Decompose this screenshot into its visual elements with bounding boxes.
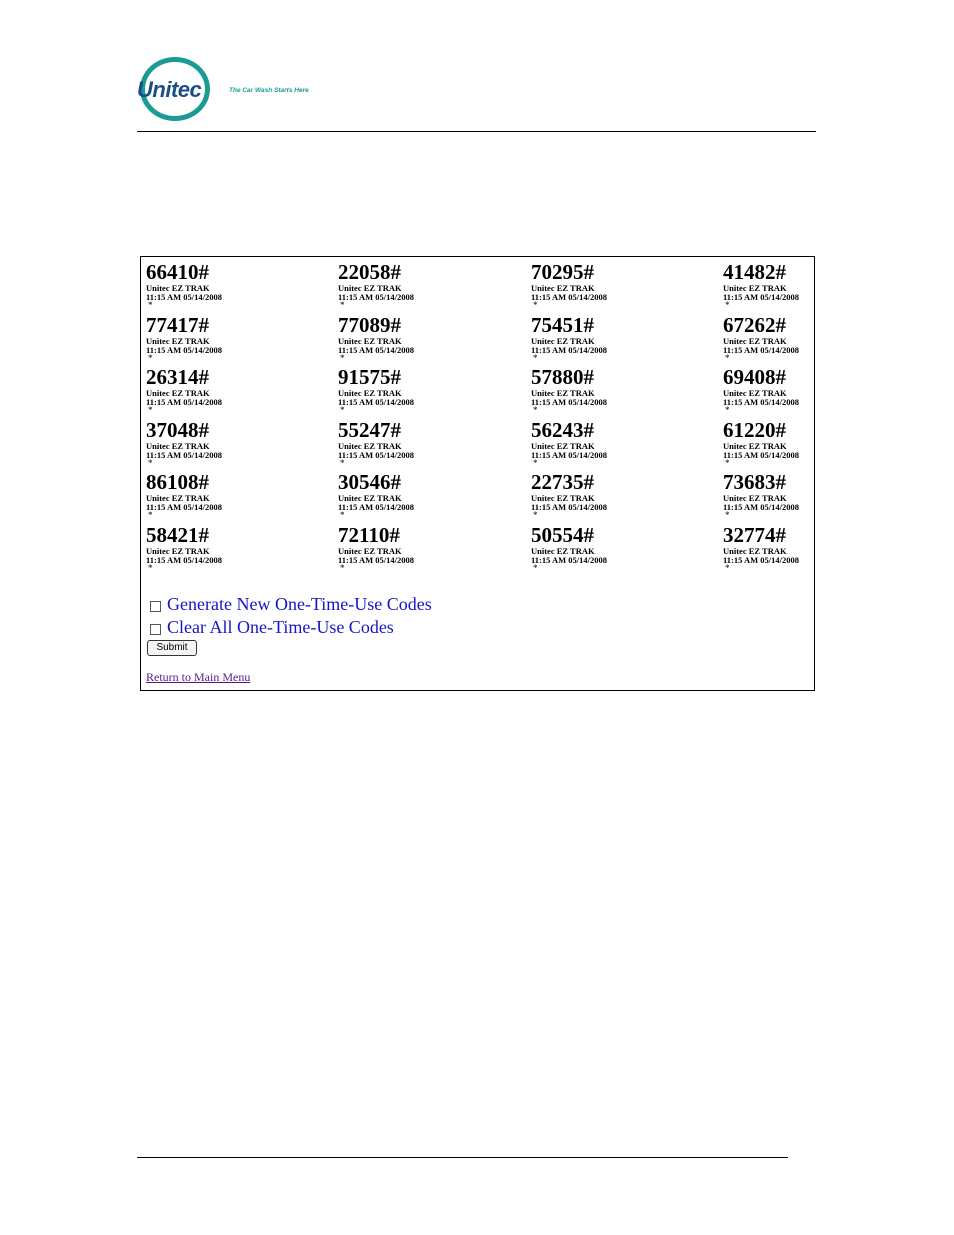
- code-cell: [531, 260, 723, 313]
- code-cell: [338, 365, 531, 418]
- code-cell: [723, 418, 816, 471]
- code-cell: [531, 418, 723, 471]
- code-cell: [146, 365, 338, 418]
- code-mark: *: [533, 457, 538, 468]
- code-value: 70295#: [531, 260, 594, 284]
- code-mark: *: [148, 562, 153, 573]
- code-mark: *: [340, 300, 345, 310]
- code-brand: Unitec EZ TRAK: [338, 388, 402, 398]
- code-value: 22735#: [531, 470, 594, 494]
- code-brand: Unitec EZ TRAK: [531, 440, 595, 451]
- code-timestamp: 11:15 AM 05/14/2008: [531, 397, 608, 407]
- code-mark: *: [533, 352, 538, 363]
- code-cell: [146, 260, 338, 313]
- code-mark: *: [340, 405, 345, 415]
- generate-codes-label[interactable]: Generate New One-Time-Use Codes: [167, 594, 432, 614]
- code-value: 50554#: [531, 522, 594, 547]
- code-timestamp: 11:15 AM 05/14/2008: [338, 502, 415, 512]
- code-timestamp: 11:15 AM 05/14/2008: [723, 449, 800, 460]
- code-cell: [338, 470, 531, 523]
- code-brand: Unitec EZ TRAK: [146, 545, 210, 556]
- code-brand: Unitec EZ TRAK: [723, 493, 787, 503]
- code-value: 86108#: [146, 470, 209, 494]
- code-brand: Unitec EZ TRAK: [531, 388, 595, 398]
- code-mark: *: [533, 562, 538, 573]
- code-timestamp: 11:15 AM 05/14/2008: [723, 502, 800, 512]
- code-cell: [531, 523, 723, 576]
- code-value: 32774#: [723, 522, 786, 547]
- code-timestamp: 11:15 AM 05/14/2008: [531, 449, 608, 460]
- submit-button[interactable]: Submit: [147, 640, 197, 656]
- generate-codes-option[interactable]: [150, 594, 432, 615]
- code-cell: [338, 313, 531, 366]
- code-timestamp: 11:15 AM 05/14/2008: [723, 554, 800, 565]
- code-brand: Unitec EZ TRAK: [723, 440, 787, 451]
- code-mark: *: [148, 300, 153, 310]
- code-value: 55247#: [338, 417, 401, 442]
- code-cell: [146, 523, 338, 576]
- code-brand: Unitec EZ TRAK: [723, 335, 787, 346]
- code-brand: Unitec EZ TRAK: [338, 440, 402, 451]
- code-timestamp: 11:15 AM 05/14/2008: [338, 292, 415, 302]
- code-value: 58421#: [146, 522, 209, 547]
- code-value: 67262#: [723, 312, 786, 337]
- code-timestamp: 11:15 AM 05/14/2008: [146, 292, 223, 302]
- code-value: 73683#: [723, 470, 786, 494]
- code-mark: *: [340, 510, 345, 520]
- code-value: 61220#: [723, 417, 786, 442]
- code-brand: Unitec EZ TRAK: [338, 493, 402, 503]
- code-timestamp: 11:15 AM 05/14/2008: [146, 554, 223, 565]
- code-timestamp: 11:15 AM 05/14/2008: [531, 292, 608, 302]
- clear-codes-option[interactable]: [150, 617, 394, 638]
- code-timestamp: 11:15 AM 05/14/2008: [338, 449, 415, 460]
- code-cell: [531, 470, 723, 523]
- logo-tagline: The Car Wash Starts Here: [229, 87, 309, 94]
- code-timestamp: 11:15 AM 05/14/2008: [723, 397, 800, 407]
- clear-codes-label[interactable]: Clear All One-Time-Use Codes: [167, 617, 394, 637]
- code-mark: *: [340, 352, 345, 363]
- code-mark: *: [725, 457, 730, 468]
- code-mark: *: [533, 510, 538, 520]
- code-timestamp: 11:15 AM 05/14/2008: [146, 397, 223, 407]
- code-cell: [723, 470, 816, 523]
- code-value: 77089#: [338, 312, 401, 337]
- code-value: 77417#: [146, 312, 209, 337]
- code-brand: Unitec EZ TRAK: [146, 493, 210, 503]
- code-mark: *: [148, 510, 153, 520]
- clear-codes-checkbox[interactable]: [150, 624, 161, 635]
- code-brand: Unitec EZ TRAK: [338, 545, 402, 556]
- code-timestamp: 11:15 AM 05/14/2008: [146, 449, 223, 460]
- code-mark: *: [340, 562, 345, 573]
- code-mark: *: [533, 405, 538, 415]
- code-brand: Unitec EZ TRAK: [723, 283, 787, 293]
- code-value: 41482#: [723, 260, 786, 284]
- code-value: 22058#: [338, 260, 401, 284]
- code-value: 75451#: [531, 312, 594, 337]
- code-cell: [338, 418, 531, 471]
- code-timestamp: 11:15 AM 05/14/2008: [723, 292, 800, 302]
- logo-wordmark: Unitec: [137, 77, 202, 102]
- code-timestamp: 11:15 AM 05/14/2008: [723, 344, 800, 355]
- code-cell: [146, 470, 338, 523]
- code-brand: Unitec EZ TRAK: [338, 335, 402, 346]
- code-brand: Unitec EZ TRAK: [146, 335, 210, 346]
- code-timestamp: 11:15 AM 05/14/2008: [146, 502, 223, 512]
- code-mark: *: [533, 300, 538, 310]
- code-cell: [723, 260, 816, 313]
- code-brand: Unitec EZ TRAK: [531, 545, 595, 556]
- code-mark: *: [340, 457, 345, 468]
- code-brand: Unitec EZ TRAK: [146, 283, 210, 293]
- code-timestamp: 11:15 AM 05/14/2008: [338, 344, 415, 355]
- code-timestamp: 11:15 AM 05/14/2008: [338, 397, 415, 407]
- code-mark: *: [148, 405, 153, 415]
- code-brand: Unitec EZ TRAK: [531, 335, 595, 346]
- code-timestamp: 11:15 AM 05/14/2008: [531, 344, 608, 355]
- code-value: 72110#: [338, 522, 400, 547]
- codes-grid: [146, 260, 816, 575]
- code-brand: Unitec EZ TRAK: [723, 545, 787, 556]
- code-brand: Unitec EZ TRAK: [531, 283, 595, 293]
- code-cell: [338, 260, 531, 313]
- generate-codes-checkbox[interactable]: [150, 601, 161, 612]
- code-cell: [723, 313, 816, 366]
- code-cell: [531, 313, 723, 366]
- code-value: 37048#: [146, 417, 209, 442]
- code-timestamp: 11:15 AM 05/14/2008: [531, 554, 608, 565]
- code-value: 57880#: [531, 365, 594, 389]
- code-brand: Unitec EZ TRAK: [338, 283, 402, 293]
- code-value: 26314#: [146, 365, 209, 389]
- code-brand: Unitec EZ TRAK: [146, 388, 210, 398]
- code-cell: [723, 365, 816, 418]
- code-mark: *: [725, 300, 730, 310]
- footer-divider: [137, 1157, 788, 1158]
- code-cell: [146, 313, 338, 366]
- code-value: 56243#: [531, 417, 594, 442]
- code-cell: [723, 523, 816, 576]
- unitec-logo: [137, 55, 322, 131]
- code-cell: [146, 418, 338, 471]
- code-mark: *: [148, 457, 153, 468]
- code-timestamp: 11:15 AM 05/14/2008: [146, 344, 223, 355]
- code-mark: *: [725, 562, 730, 573]
- code-mark: *: [725, 405, 730, 415]
- code-timestamp: 11:15 AM 05/14/2008: [531, 502, 608, 512]
- return-to-main-menu-link[interactable]: Return to Main Menu: [146, 670, 251, 684]
- code-value: 66410#: [146, 260, 209, 284]
- one-time-codes-panel: [140, 256, 815, 691]
- code-mark: *: [148, 352, 153, 363]
- code-brand: Unitec EZ TRAK: [531, 493, 595, 503]
- code-value: 30546#: [338, 470, 401, 494]
- code-timestamp: 11:15 AM 05/14/2008: [338, 554, 415, 565]
- code-brand: Unitec EZ TRAK: [723, 388, 787, 398]
- code-value: 69408#: [723, 365, 786, 389]
- code-cell: [338, 523, 531, 576]
- code-mark: *: [725, 352, 730, 363]
- code-mark: *: [725, 510, 730, 520]
- header-divider: [137, 131, 816, 132]
- code-cell: [531, 365, 723, 418]
- code-brand: Unitec EZ TRAK: [146, 440, 210, 451]
- code-value: 91575#: [338, 365, 401, 389]
